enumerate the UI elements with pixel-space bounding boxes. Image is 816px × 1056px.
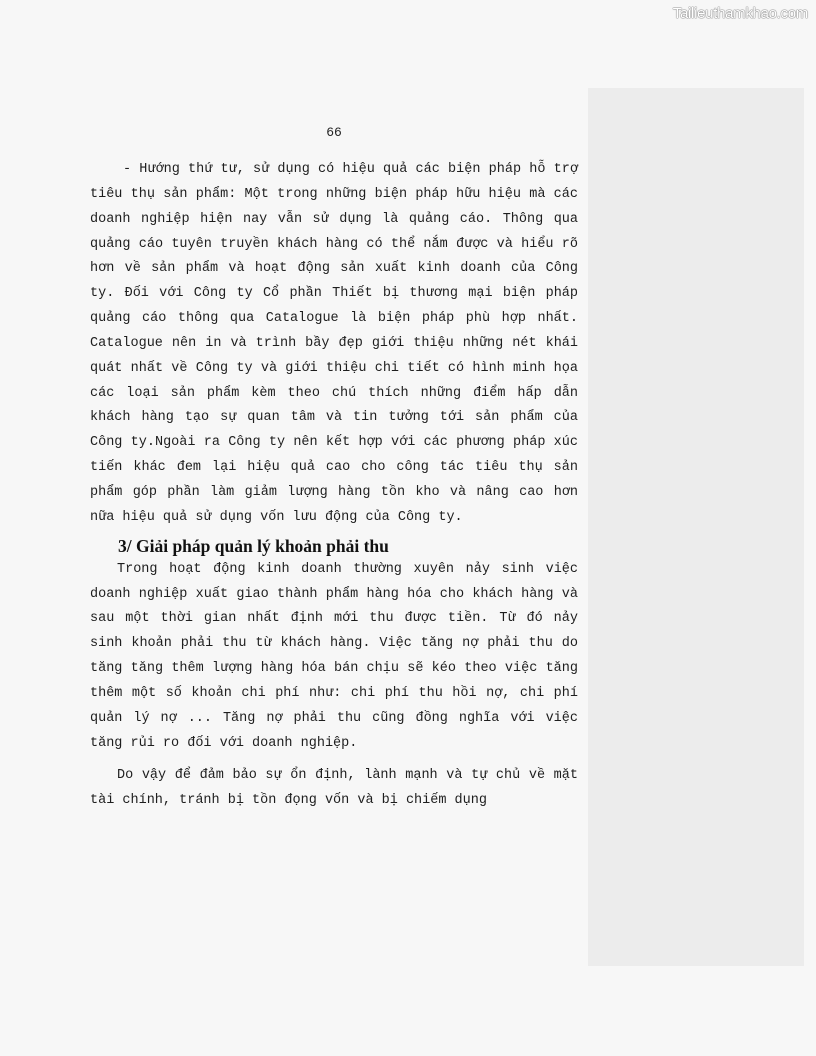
page-number: 66 (326, 125, 342, 140)
section-heading: 3/ Giải pháp quản lý khoản phải thu (118, 535, 389, 556)
paragraph-sales-promotion: - Hướng thứ tư, sử dụng có hiệu quả các biện pháp hỗ trợ tiêu thụ sản phẩm: Một trong những biện pháp hữu hiệu mà các doanh nghiệp hiện nay vẫn sử dụng là quảng cáo. Thông qua quảng cáo tuyên truyền khách hàng có thể nắm được và hiểu rõ hơn về sản phẩm và hoạt động sản xuất kinh doanh của Công ty. Đối với Công ty Cổ phần Thiết bị thương mại biện pháp quảng cáo thông qua Catalogue là biện pháp phù hợp nhất. Catalogue nên in và trình bầy đẹp giới thiệu những nét khái quát nhất về Công ty và giới thiệu chi tiết có hình minh họa các loại sản phẩm kèm theo chú thích những điểm hấp dẫn khách hàng tạo sự quan tâm và tin tưởng tới sản phẩm của Công ty.Ngoài ra Công ty nên kết hợp với các phương pháp xúc tiến khác đem lại hiệu quả cao cho công tác tiêu thụ sản phẩm góp phần làm giảm lượng hàng tồn kho và nâng cao hơn nữa hiệu quả sử dụng vốn lưu động của Công ty. (90, 162, 578, 525)
paragraph-receivables: Trong hoạt động kinh doanh thường xuyên nảy sinh việc doanh nghiệp xuất giao thành phẩm hàng hóa cho khách hàng và sau một thời gian nhất định mới thu được tiền. Từ đó nảy sinh khoản phải thu từ khách hàng. Việc tăng nợ phải thu do tăng tăng thêm lượng hàng hóa bán chịu sẽ kéo theo việc tăng thêm một số khoản chi phí như: chi phí thu hồi nợ, chi phí quản lý nợ ... Tăng nợ phải thu cũng đồng nghĩa với việc tăng rủi ro đối với doanh nghiệp. (90, 561, 578, 751)
side-panel (588, 88, 804, 966)
watermark: Tailieuthamkhao.com (672, 5, 808, 22)
paragraph-financial-stability: Do vậy để đảm bảo sự ổn định, lành mạnh và tự chủ về mặt tài chính, tránh bị tồn đọng vốn và bị chiếm dụng (90, 768, 578, 809)
document-body (90, 158, 578, 814)
